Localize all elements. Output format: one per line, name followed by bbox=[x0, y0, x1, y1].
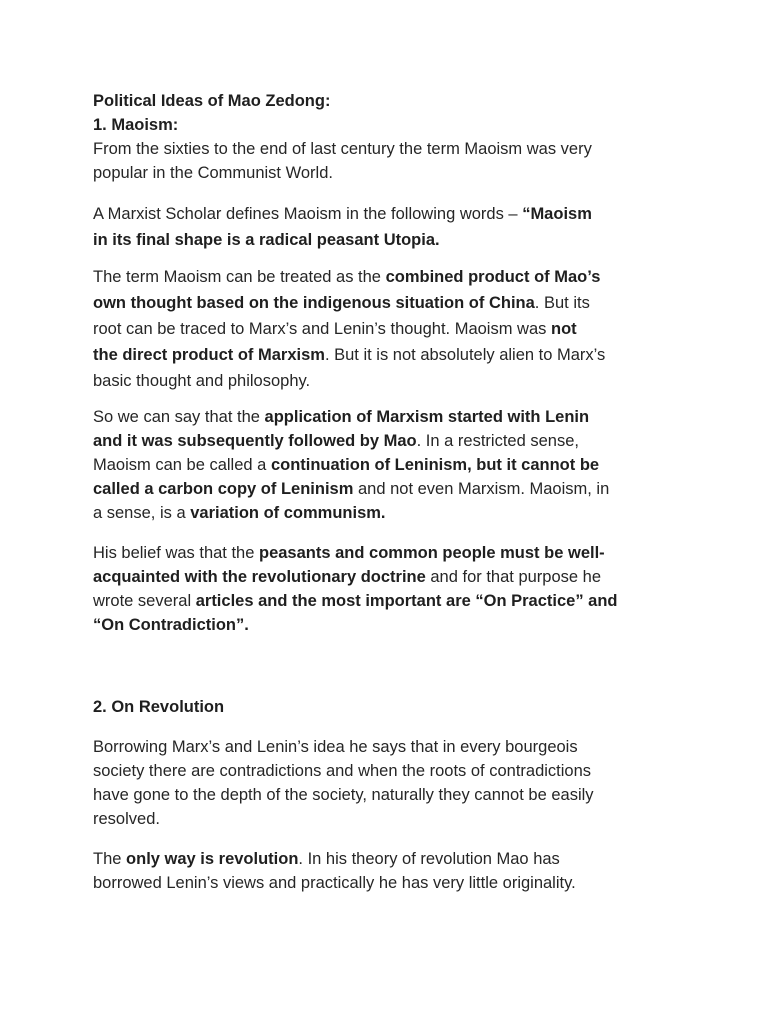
bold-text-run: peasants and common people must be well- bbox=[259, 544, 605, 562]
bold-text-run: own thought based on the indigenous situation of China bbox=[93, 294, 535, 312]
bold-text-run: called a carbon copy of Leninism bbox=[93, 480, 354, 498]
section-heading-maoism: 1. Maoism: bbox=[93, 116, 179, 134]
section-heading-revolution: 2. On Revolution bbox=[93, 698, 225, 716]
paragraph-line bbox=[93, 847, 683, 871]
paragraph-line: in its final shape is a radical peasant Utopia. bbox=[93, 231, 440, 249]
paragraph-5 bbox=[93, 541, 683, 637]
text-run: . In a restricted sense, bbox=[416, 432, 579, 450]
paragraph-line: popular in the Communist World. bbox=[93, 164, 333, 182]
text-run: The term Maoism can be treated as the bbox=[93, 268, 386, 286]
paragraph-line bbox=[93, 477, 683, 501]
bold-text-run: “Maoism bbox=[522, 205, 592, 223]
paragraph-line: society there are contradictions and when the roots of contradictions bbox=[93, 762, 592, 780]
text-run: root can be traced to Marx’s and Lenin’s thought. Maoism was bbox=[93, 320, 551, 338]
document-page bbox=[93, 89, 683, 895]
bold-text-run: the direct product of Marxism bbox=[93, 346, 325, 364]
text-run: So we can say that the bbox=[93, 408, 265, 426]
paragraph-line: borrowed Lenin’s views and practically he has very little originality. bbox=[93, 874, 576, 892]
text-run: and for that purpose he bbox=[425, 568, 602, 586]
text-run: The bbox=[93, 850, 127, 868]
bold-text-run: continuation of Leninism, but it cannot be bbox=[270, 456, 600, 474]
paragraph-line bbox=[93, 316, 683, 342]
paragraph-line: “On Contradiction”. bbox=[93, 616, 249, 634]
paragraph-line bbox=[93, 405, 683, 429]
paragraph-4 bbox=[93, 405, 683, 525]
bold-text-run: acquainted with the revolutionary doctrine bbox=[93, 568, 426, 586]
paragraph-line bbox=[93, 342, 683, 368]
bold-text-run: not bbox=[550, 320, 577, 338]
paragraph-line: From the sixties to the end of last century the term Maoism was very bbox=[93, 140, 592, 158]
paragraph-line bbox=[93, 290, 683, 316]
paragraph-line bbox=[93, 501, 683, 525]
paragraph-line bbox=[93, 429, 683, 453]
text-run: Maoism can be called a bbox=[93, 456, 271, 474]
paragraph-line: have gone to the depth of the society, naturally they cannot be easily bbox=[93, 786, 594, 804]
paragraph-line: Borrowing Marx’s and Lenin’s idea he says that in every bourgeois bbox=[93, 738, 578, 756]
text-run: a sense, is a bbox=[93, 504, 191, 522]
text-run: A Marxist Scholar defines Maoism in the following words – bbox=[93, 205, 523, 223]
bold-text-run: application of Marxism started with Lenin bbox=[264, 408, 590, 426]
paragraph-2 bbox=[93, 201, 683, 253]
text-run: . But its bbox=[534, 294, 590, 312]
text-run: and not even Marxism. Maoism, in bbox=[353, 480, 610, 498]
paragraph-line: basic thought and philosophy. bbox=[93, 372, 311, 390]
text-run: . In his theory of revolution Mao has bbox=[298, 850, 560, 868]
bold-text-run: variation of communism. bbox=[190, 504, 386, 522]
document-title: Political Ideas of Mao Zedong: bbox=[93, 92, 331, 110]
bold-text-run: articles and the most important are “On Practice” and bbox=[195, 592, 618, 610]
bold-text-run: combined product of Mao’s bbox=[385, 268, 601, 286]
paragraph-line bbox=[93, 589, 683, 613]
paragraph-1 bbox=[93, 137, 683, 185]
bold-text-run: only way is revolution bbox=[126, 850, 299, 868]
bold-text-run: and it was subsequently followed by Mao bbox=[93, 432, 417, 450]
text-run: . But it is not absolutely alien to Marx’s bbox=[324, 346, 606, 364]
paragraph-line bbox=[93, 201, 683, 227]
paragraph-line: resolved. bbox=[93, 810, 160, 828]
paragraph-7 bbox=[93, 847, 683, 895]
paragraph-line bbox=[93, 264, 683, 290]
paragraph-line bbox=[93, 565, 683, 589]
paragraph-3 bbox=[93, 264, 683, 394]
paragraph-6 bbox=[93, 735, 683, 831]
text-run: wrote several bbox=[93, 592, 196, 610]
paragraph-line bbox=[93, 453, 683, 477]
paragraph-line bbox=[93, 541, 683, 565]
text-run: His belief was that the bbox=[93, 544, 259, 562]
